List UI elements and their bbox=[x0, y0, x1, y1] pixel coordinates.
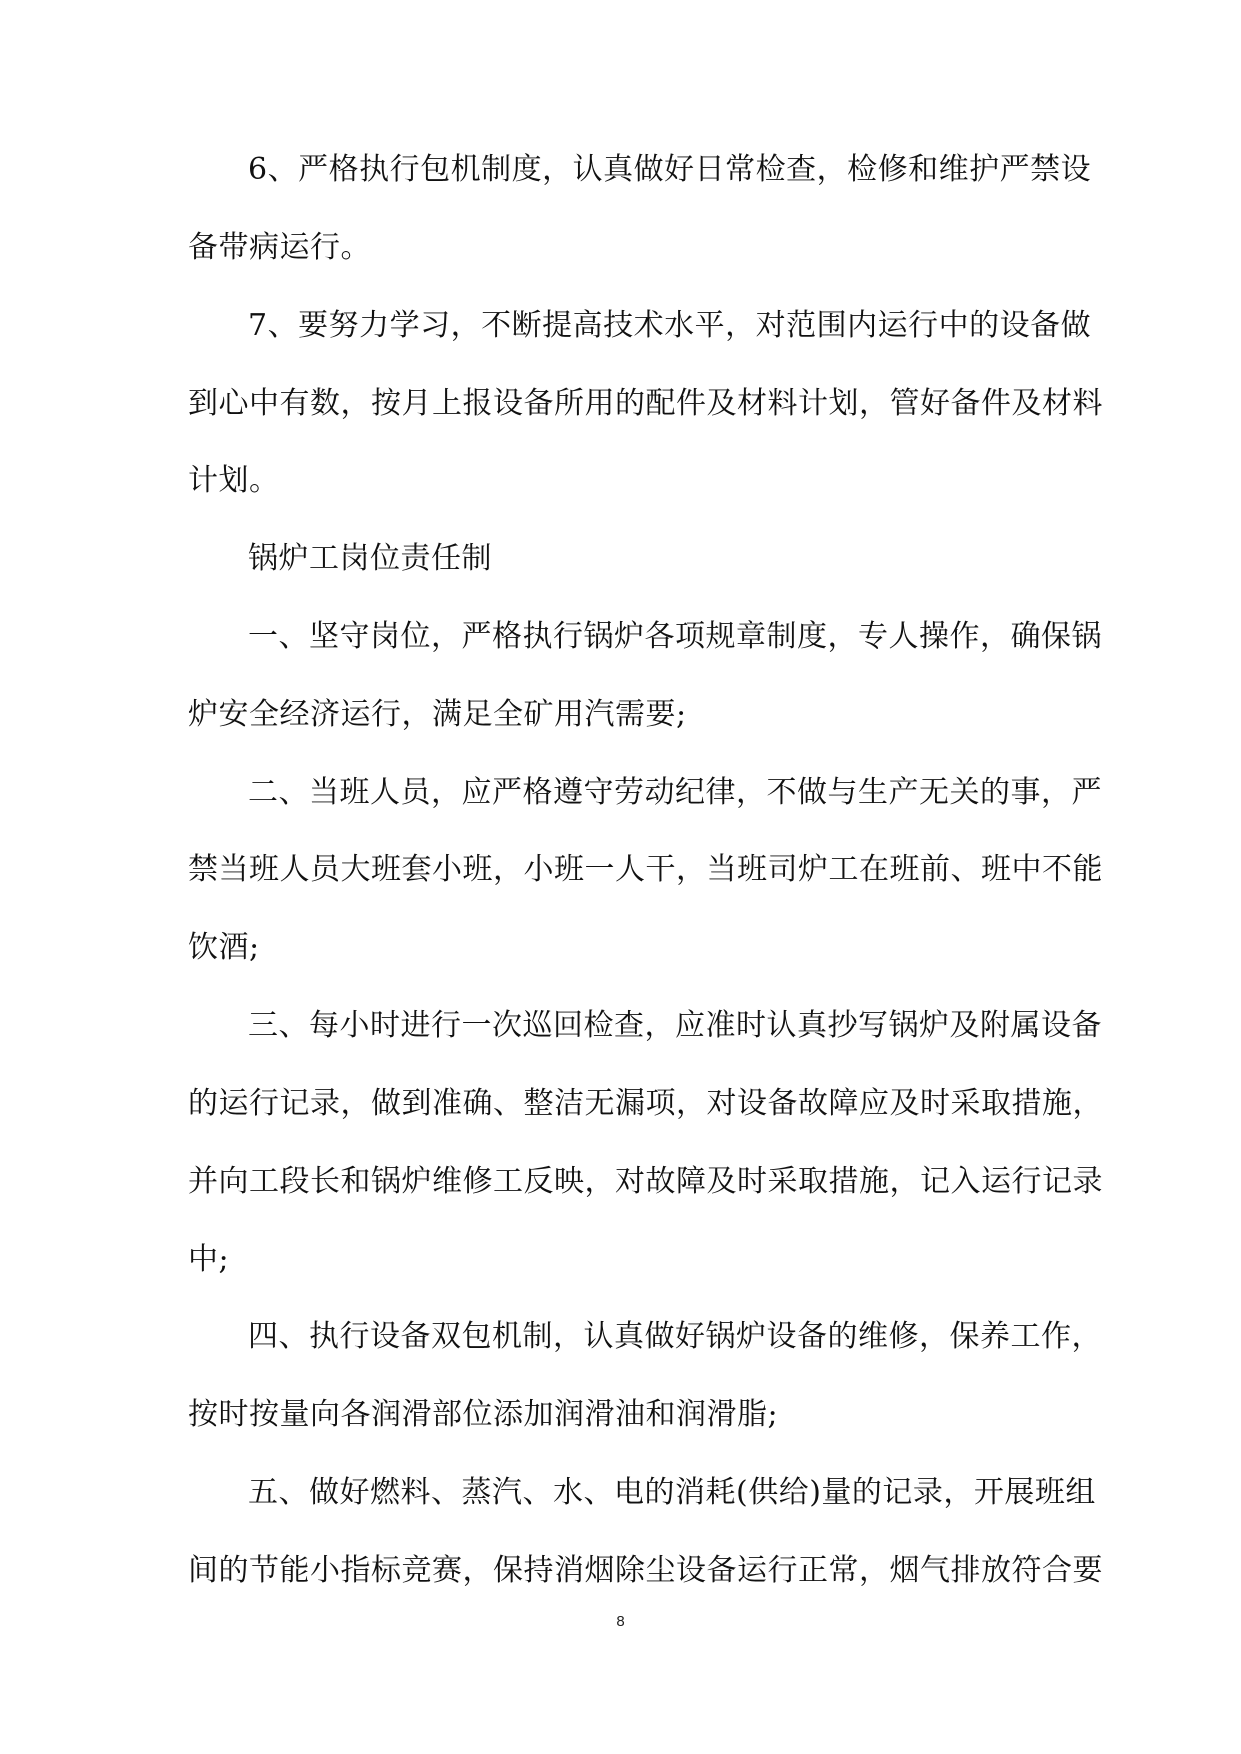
text-line-clause2-start: 二、当班人员，应严格遵守劳动纪律，不做与生产无关的事，严 bbox=[248, 775, 1102, 810]
text-line-item7-end: 计划。 bbox=[188, 463, 280, 498]
text-line-clause1-start: 一、坚守岗位，严格执行锅炉各项规章制度，专人操作，确保锅 bbox=[248, 619, 1102, 654]
page-number: 8 bbox=[616, 1613, 625, 1630]
text-line-item6-start: 6、严格执行包机制度，认真做好日常检查，检修和维护严禁设 bbox=[248, 152, 1092, 187]
text-line-clause2-end: 饮酒; bbox=[188, 930, 260, 965]
text-line-clause3-start: 三、每小时进行一次巡回检查，应准时认真抄写锅炉及附属设备 bbox=[248, 1008, 1102, 1043]
text-line-clause3-mid2: 并向工段长和锅炉维修工反映，对故障及时采取措施，记入运行记录 bbox=[188, 1164, 1103, 1199]
text-line-item7-mid: 到心中有数，按月上报设备所用的配件及材料计划，管好备件及材料 bbox=[188, 386, 1103, 421]
text-line-clause3-mid1: 的运行记录，做到准确、整洁无漏项，对设备故障应及时采取措施， bbox=[188, 1086, 1103, 1121]
text-line-item7-start: 7、要努力学习，不断提高技术水平，对范围内运行中的设备做 bbox=[248, 308, 1092, 343]
text-line-clause2-mid: 禁当班人员大班套小班，小班一人干，当班司炉工在班前、班中不能 bbox=[188, 852, 1103, 887]
text-line-clause3-end: 中; bbox=[188, 1242, 230, 1277]
text-line-clause5-cont: 间的节能小指标竞赛，保持消烟除尘设备运行正常，烟气排放符合要 bbox=[188, 1553, 1103, 1588]
section-heading: 锅炉工岗位责任制 bbox=[248, 541, 492, 576]
text-line-item6-end: 备带病运行。 bbox=[188, 230, 371, 265]
text-line-clause4-end: 按时按量向各润滑部位添加润滑油和润滑脂; bbox=[188, 1397, 779, 1432]
text-line-clause1-end: 炉安全经济运行，满足全矿用汽需要; bbox=[188, 697, 687, 732]
text-line-clause5-start: 五、做好燃料、蒸汽、水、电的消耗(供给)量的记录，开展班组 bbox=[248, 1475, 1096, 1510]
text-line-clause4-start: 四、执行设备双包机制，认真做好锅炉设备的维修，保养工作， bbox=[248, 1319, 1102, 1354]
